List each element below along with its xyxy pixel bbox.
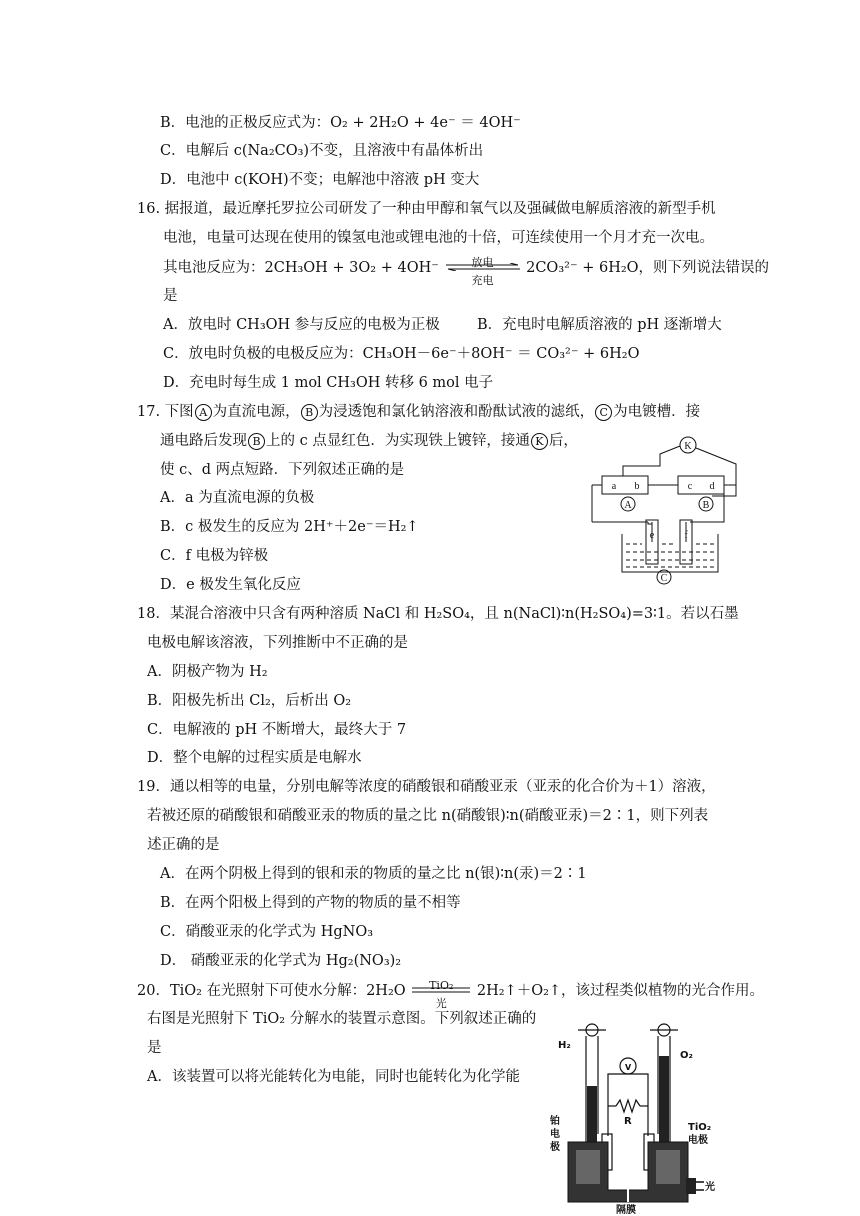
q15-option-c: C．电解后 c(Na₂CO₃)不变，且溶液中有晶体析出 bbox=[160, 143, 484, 159]
q16-arrow-bottom-label: 充电 bbox=[471, 274, 494, 287]
fig-label-c: c bbox=[687, 481, 693, 492]
q17-stem-line3: 使 c、d 两点短路．下列叙述正确的是 bbox=[160, 462, 405, 478]
q20-reaction-left: 20．TiO₂ 在光照射下可使水分解：2H₂O bbox=[137, 983, 406, 999]
q15-option-d: D．电池中 c(KOH)不变；电解池中溶液 pH 变大 bbox=[160, 172, 480, 188]
q19-stem-line1: 19．通以相等的电量，分别电解等浓度的硝酸银和硝酸亚汞（亚汞的化合价为＋1）溶液， bbox=[137, 779, 716, 795]
q20-stem-line3: 是 bbox=[147, 1040, 162, 1056]
circle-label-b: B bbox=[301, 404, 318, 421]
q16-stem-line3 bbox=[163, 256, 770, 287]
q17-option-d: D．e 极发生氧化反应 bbox=[160, 577, 301, 593]
fig-label-e: e bbox=[649, 530, 655, 541]
q18-option-c: C．电解液的 pH 不断增大，最终大于 7 bbox=[147, 722, 407, 738]
q20-double-line-icon bbox=[410, 986, 472, 994]
fig-label-B: B bbox=[702, 500, 710, 511]
q17-option-c: C．f 电极为锌极 bbox=[160, 548, 269, 564]
q16-option-a: A．放电时 CH₃OH 参与反应的电极为正极 bbox=[163, 317, 440, 333]
q16-arrow-top-label: 放电 bbox=[471, 256, 494, 269]
q18-stem-line1: 18．某混合溶液中只含有两种溶质 NaCl 和 H₂SO₄，且 n(NaCl)∶n(H₂SO₄)=3∶1。若以石墨 bbox=[137, 606, 739, 622]
q17-text-1a: 17. 下图 bbox=[137, 404, 194, 420]
q16-reaction-left: 其电池反应为：2CH₃OH + 3O₂ + 4OH⁻ bbox=[163, 260, 439, 276]
q16-reaction-right: 2CO₃²⁻ + 6H₂O，则下列说法错误的 bbox=[526, 260, 770, 276]
q18-option-d: D．整个电解的过程实质是电解水 bbox=[147, 750, 362, 766]
circle-label-k: K bbox=[531, 433, 548, 450]
q20-apparatus-diagram bbox=[548, 1016, 720, 1214]
q20-stem-line1 bbox=[137, 979, 765, 1010]
fig-label-A: A bbox=[624, 500, 632, 511]
q19-option-c: C．硝酸亚汞的化学式为 HgNO₃ bbox=[160, 924, 374, 940]
q16-double-arrow-icon bbox=[444, 263, 522, 271]
q18-option-b: B．阳极先析出 Cl₂，后析出 O₂ bbox=[147, 693, 352, 709]
q16-equilibrium-arrow bbox=[444, 256, 522, 287]
fig-label-k: K bbox=[684, 441, 692, 452]
q20-arrow-top-label: TiO₂ bbox=[429, 979, 454, 992]
q18-stem-line2: 电极电解该溶液，下列推断中不正确的是 bbox=[147, 635, 408, 651]
q20-option-a: A．该装置可以将光能转化为电能，同时也能转化为化学能 bbox=[147, 1069, 520, 1085]
fig-label-b: b bbox=[634, 481, 640, 492]
fig-label-r: R bbox=[624, 1116, 632, 1127]
q16-option-b: B．充电时电解质溶液的 pH 逐渐增大 bbox=[477, 317, 722, 333]
fig-label-tio2-electrode: 电极 bbox=[688, 1135, 708, 1146]
q17-text-1b: 为直流电源， bbox=[212, 404, 300, 420]
q19-stem-line2: 若被还原的硝酸银和硝酸亚汞的物质的量之比 n(硝酸银)∶n(硝酸亚汞)＝2∶1，则下列表 bbox=[147, 808, 709, 824]
q19-option-b: B．在两个阳极上得到的产物的物质的量不相等 bbox=[160, 895, 461, 911]
fig-label-a: a bbox=[611, 481, 617, 492]
circle-label-c: C bbox=[595, 404, 612, 421]
q17-text-2c: 后， bbox=[548, 433, 578, 449]
fig-label-v: V bbox=[625, 1063, 632, 1072]
q19-stem-line3: 述正确的是 bbox=[147, 837, 220, 853]
fig-label-f: f bbox=[684, 530, 688, 541]
fig-label-d: d bbox=[709, 481, 715, 492]
q16-option-c: C．放电时负极的电极反应为：CH₃OH－6e⁻＋8OH⁻ ＝ CO₃²⁻ + 6H₂O bbox=[163, 346, 640, 362]
q20-arrow-bottom-label: 光 bbox=[435, 997, 447, 1010]
fig-label-pt1: 铂 bbox=[550, 1116, 560, 1127]
fig-label-tio2: TiO₂ bbox=[688, 1122, 712, 1133]
fig-label-h2: H₂ bbox=[558, 1040, 571, 1051]
circle-label-b2: B bbox=[248, 433, 265, 450]
q17-stem-line2 bbox=[160, 431, 578, 451]
q16-stem-line2: 电池，电量可达现在使用的镍氢电池或锂电池的十倍，可连续使用一个月才充一次电。 bbox=[163, 230, 714, 246]
q16-stem-line1: 16. 据报道，最近摩托罗拉公司研发了一种由甲醇和氧气以及强碱做电解质溶液的新型手机 bbox=[137, 201, 716, 217]
fig-label-membrane: 隔膜 bbox=[616, 1205, 636, 1214]
q17-circuit-diagram bbox=[590, 432, 750, 587]
fig-label-light: 光 bbox=[705, 1182, 715, 1193]
circle-label-a: A bbox=[195, 404, 212, 421]
q15-option-b: B．电池的正极反应式为：O₂ + 2H₂O + 4e⁻ ＝ 4OH⁻ bbox=[160, 115, 521, 131]
q17-text-2b: 上的 c 点显红色．为实现铁上镀锌，接通 bbox=[266, 433, 530, 449]
q19-option-d: D． 硝酸亚汞的化学式为 Hg₂(NO₃)₂ bbox=[160, 953, 402, 969]
fig-label-pt2: 电 bbox=[550, 1129, 560, 1140]
q18-option-a: A．阴极产物为 H₂ bbox=[147, 664, 268, 680]
q20-stem-line2: 右图是光照射下 TiO₂ 分解水的装置示意图。下列叙述正确的 bbox=[147, 1011, 537, 1027]
q17-text-2a: 通电路后发现 bbox=[160, 433, 247, 449]
q20-reaction-arrow bbox=[410, 979, 472, 1010]
q17-text-1c: 为浸透饱和氯化钠溶液和酚酞试液的滤纸， bbox=[318, 404, 595, 420]
q19-option-a: A．在两个阴极上得到的银和汞的物质的量之比 n(银)∶n(汞)＝2∶1 bbox=[160, 866, 587, 882]
fig-label-o2: O₂ bbox=[680, 1050, 693, 1061]
q16-stem-line4: 是 bbox=[163, 288, 178, 304]
fig-label-C: C bbox=[660, 573, 668, 584]
q17-option-a: A．a 为直流电源的负极 bbox=[160, 490, 315, 506]
q16-option-d: D．充电时每生成 1 mol CH₃OH 转移 6 mol 电子 bbox=[163, 375, 494, 391]
q17-stem-line1 bbox=[137, 402, 700, 422]
q17-option-b: B．c 极发生的反应为 2H⁺＋2e⁻＝H₂↑ bbox=[160, 519, 419, 535]
q20-reaction-right: 2H₂↑＋O₂↑，该过程类似植物的光合作用。 bbox=[476, 983, 765, 999]
fig-label-pt3: 极 bbox=[550, 1142, 560, 1153]
q17-text-1d: 为电镀槽．接 bbox=[613, 404, 701, 420]
